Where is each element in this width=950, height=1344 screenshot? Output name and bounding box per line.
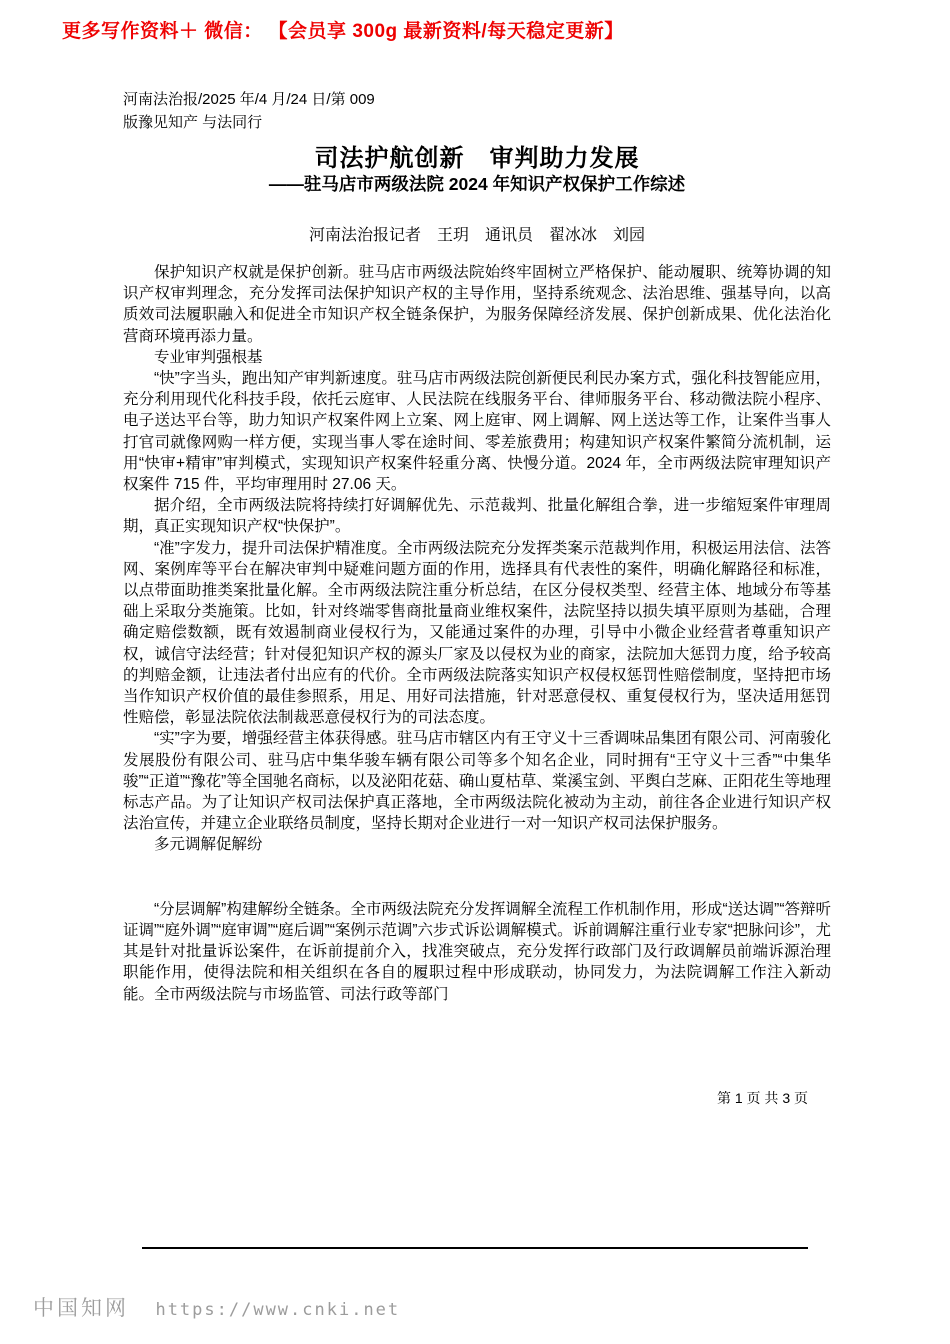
promo-banner — [62, 16, 624, 43]
article-title: 司法护航创新 审判助力发展 — [314, 145, 640, 172]
body-paragraph: “快”字当头，跑出知产审判新速度。驻马店市两级法院创新便民利民办案方式，强化科技智能应用，充分利用现代化科技手段，依托云庭审、人民法院在线服务平台、律师服务平台、移动微法院小程序、电子送达平台等，助力知识产权案件网上立案、网上庭审、网上调解、网上送达等工作，让案件当事人打官司就像网购一样方便，实现当事人零在途时间、零差旅费用；构建知识产权案件繁简分流机制，运用“快审+精审”审判模式，实现知识产权案件轻重分离、快慢分道。2024 年，全市两级法院审理知识产权案件 715 件，平均审理用时 27.06 天。 — [123, 370, 831, 494]
source-publication-line: 河南法治报/2025 年/4 月/24 日/第 009 — [123, 91, 375, 108]
promo-banner-text: 更多写作资料＋ 微信： 【会员享 300g 最新资料/每天稳定更新】 — [62, 21, 624, 42]
body-paragraph: 据介绍，全市两级法院将持续打好调解优先、示范裁判、批量化解组合拳，进一步缩短案件审理周期，真正实现知识产权“快保护”。 — [123, 497, 831, 536]
body-paragraph: 保护知识产权就是保护创新。驻马店市两级法院始终牢固树立严格保护、能动履职、统筹协调的知识产权审判理念，充分发挥司法保护知识产权的主导作用，坚持系统观念、法治思维、强基导向，以高质效司法履职融入和促进全市知识产权全链条保护，为服务保障经济发展、保护创新成果、优化法治化营商环境再添力量。 — [123, 264, 831, 345]
body-paragraph: “实”字为要，增强经营主体获得感。驻马店市辖区内有王守义十三香调味品集团有限公司、河南骏化发展股份有限公司、驻马店中集华骏车辆有限公司等多个知名企业，同时拥有“王守义十三香”“中集华骏”“正道”“豫花”等全国驰名商标，以及泌阳花菇、确山夏枯草、棠溪宝剑、平舆白芝麻、正阳花生等地理标志产品。为了让知识产权司法保护真正落地，全市两级法院化被动为主动，前往各企业进行知识产权法治宣传，并建立企业联络员制度，坚持长期对企业进行一对一知识产权司法保护服务。 — [123, 730, 831, 833]
source-edition-line: 版豫见知产 与法同行 — [123, 114, 263, 131]
cnki-url-link[interactable]: https://www.cnki.net — [155, 1300, 401, 1320]
body-paragraph: “准”字发力，提升司法保护精准度。全市两级法院充分发挥类案示范裁判作用，积极运用法信、法答网、案例库等平台在解决审判中疑难问题方面的作用，选择具有代表性的案件，明确化解路径和标准，以点带面助推类案批量化解。全市两级法院注重分析总结，在区分侵权类型、经营主体、地域分布等基础上采取分类施策。比如，针对终端零售商批量商业维权案件，法院坚持以损失填平原则为基础，合理确定赔偿数额，既有效遏制商业侵权行为，又能通过案件的办理，引导中小微企业经营者尊重知识产权，诚信守法经营；针对侵犯知识产权的源头厂家及以侵权为业的商家，法院加大惩罚力度，给予较高的判赔金额，让违法者付出应有的代价。全市两级法院落实知识产权侵权惩罚性赔偿制度，坚持把市场当作知识产权价值的最佳参照系，用足、用好司法措施，针对恶意侵权、重复侵权行为，坚决适用惩罚性赔偿，彰显法院依法制裁恶意侵权行为的司法态度。 — [123, 539, 831, 727]
footer-divider — [142, 1247, 808, 1249]
section-heading: 多元调解促解纷 — [154, 836, 263, 854]
article-body — [123, 262, 831, 1005]
article-subtitle: ——驻马店市两级法院 2024 年知识产权保护工作综述 — [268, 174, 686, 194]
body-paragraph: “分层调解”构建解纷全链条。全市两级法院充分发挥调解全流程工作机制作用，形成“送达调”“答辩听证调”“庭外调”“庭审调”“庭后调”“案例示范调”六步式诉讼调解模式。诉前调解注重行业专家“把脉问诊”，尤其是针对批量诉讼案件，在诉前提前介入，找准突破点，充分发挥行政部门及行政调解员前端诉源治理职能作用，使得法院和相关组织在各自的履职过程中形成联动，协同发力，为法院调解工作注入新动能。全市两级法院与市场监管、司法行政等部门 — [123, 900, 831, 1003]
source-header — [123, 88, 375, 134]
cnki-logo: 中国知网 — [33, 1297, 129, 1320]
page-number: 第 1 页 共 3 页 — [716, 1090, 808, 1106]
cnki-watermark — [33, 1292, 400, 1322]
article-byline: 河南法治报记者 王玥 通讯员 翟冰冰 刘园 — [308, 227, 645, 244]
section-heading: 专业审判强根基 — [154, 348, 263, 366]
